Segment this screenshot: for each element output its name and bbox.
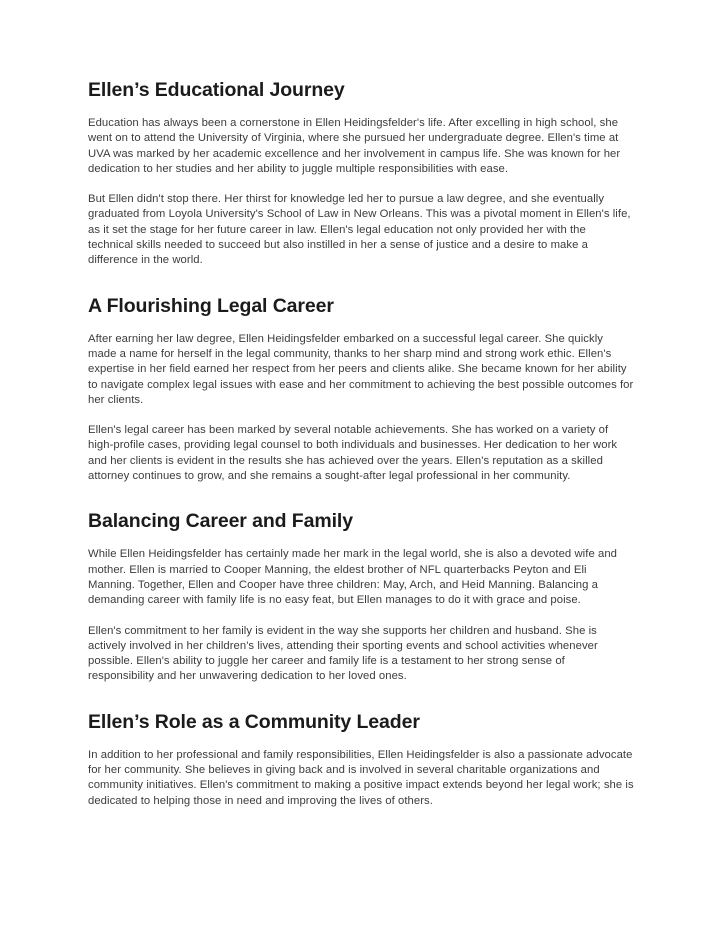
- section-heading: Balancing Career and Family: [88, 510, 353, 533]
- section-educational-journey: [88, 78, 634, 269]
- section-paragraph: In addition to her professional and family responsibilities, Ellen Heidingsfelder is also a passionate advocate for her community. She believes in giving back and is involved in several charitable organizations and community initiatives. Ellen's commitment to making a positive impact extends beyond her legal work; she is dedicated to helping those in need and improving the lives of others.: [88, 748, 634, 807]
- section-paragraph: Ellen's commitment to her family is evident in the way she supports her children and husband. She is actively involved in her children's lives, attending their sporting events and school activities whenever possible. Ellen's ability to juggle her career and family life is a testament to her strong sense of responsibility and her unwavering dedication to her loved ones.: [88, 624, 598, 683]
- section-paragraph: Education has always been a cornerstone in Ellen Heidingsfelder's life. After excelling in high school, she went on to attend the University of Virginia, where she pursued her undergraduate degree. Ellen's time at UVA was marked by her academic excellence and her involvement in campus life. She was known for her dedication to her studies and her ability to juggle multiple responsibilities with ease.: [88, 117, 621, 175]
- section-heading: A Flourishing Legal Career: [88, 294, 334, 317]
- section-heading: Ellen’s Role as a Community Leader: [88, 710, 420, 733]
- section-paragraph: While Ellen Heidingsfelder has certainly made her mark in the legal world, she is also a devoted wife and mother. Ellen is married to Cooper Manning, the eldest brother of NFL quarterbacks Peyton and Eli Manning. Together, Ellen and Cooper have three children: May, Arch, and Heid Manning. Balancing a demanding career with family life is no easy feat, but Ellen manages to do it with grace and poise.: [88, 548, 617, 607]
- section-balancing-career-and-family: [88, 509, 634, 684]
- document-body: [88, 78, 634, 809]
- section-paragraph: Ellen's legal career has been marked by several notable achievements. She has worked on a variety of high-profile cases, providing legal counsel to both individuals and businesses. Her dedication to her work and her clients is evident in the results she has achieved over the years. Ellen's reputation as a skilled attorney continues to grow, and she remains a sought-after legal professional in her community.: [88, 424, 618, 483]
- section-community-leader: [88, 710, 634, 809]
- section-paragraph: But Ellen didn't stop there. Her thirst for knowledge led her to pursue a law degree, and she eventually graduated from Loyola University's School of Law in New Orleans. This was a pivotal moment in Ellen's life, as it set the stage for her future career in law. Ellen's legal education not only provided her with the technical skills needed to succeed but also instilled in her a sense of justice and a desire to make a difference in the world.: [88, 193, 631, 267]
- section-flourishing-legal-career: [88, 294, 634, 485]
- section-heading: Ellen’s Educational Journey: [88, 79, 345, 101]
- section-paragraph: After earning her law degree, Ellen Heidingsfelder embarked on a successful legal career. She quickly made a name for herself in the legal community, thanks to her sharp mind and strong work ethic. Ellen's expertise in her field earned her respect from her peers and clients alike. She became known for her ability to navigate complex legal issues with ease and her commitment to achieving the best possible outcomes for her clients.: [88, 332, 634, 406]
